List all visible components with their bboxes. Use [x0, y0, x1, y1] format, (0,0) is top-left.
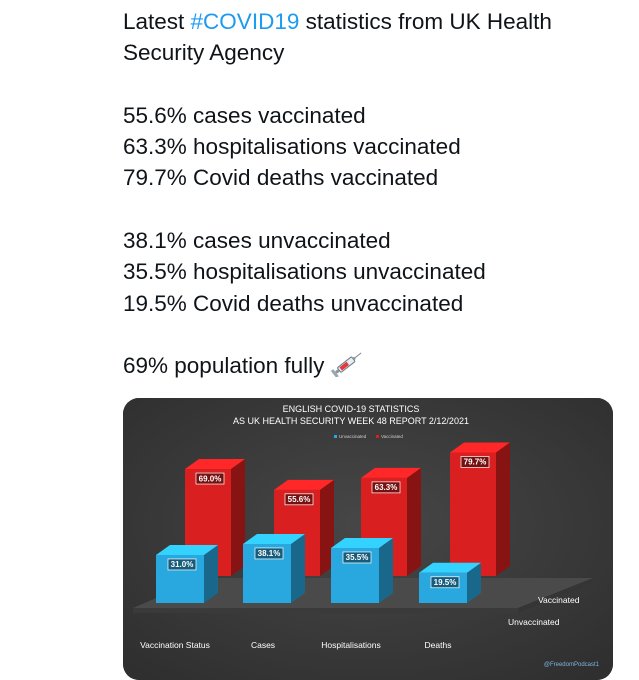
category-label-3: Deaths	[424, 640, 452, 650]
unvaccinated-bar-0	[156, 545, 218, 603]
watermark: @FreedomPodcast1	[543, 662, 599, 668]
vaccinated-bar-0-value: 69.0%	[198, 474, 222, 484]
vaccinated-bar-0-label	[196, 473, 224, 484]
unvaccinated-bar-1-value: 38.1%	[257, 549, 281, 559]
unvaccinated-bar-3	[419, 563, 481, 603]
stat-hospitalisations-unvaccinated: 35.5% hospitalisations unvaccinated	[123, 259, 486, 285]
tweet-line-1: Latest #COVID19 statistics from UK Health	[123, 9, 552, 34]
stat-cases-vaccinated: 55.6% cases vaccinated	[123, 102, 366, 128]
stat-population: 69% population fully	[123, 350, 623, 381]
hashtag-link[interactable]: #COVID19	[190, 9, 300, 34]
syringe-icon	[328, 351, 366, 377]
vaccinated-bar-2-label	[372, 482, 400, 493]
category-label-0: Vaccination Status	[140, 640, 210, 650]
unvaccinated-bar-3-label	[431, 577, 459, 588]
tweet-text	[123, 6, 623, 382]
chart-title: ENGLISH COVID-19 STATISTICS	[282, 404, 420, 414]
unvaccinated-bar-1	[243, 534, 305, 603]
unvaccinated-bar-0-value: 31.0%	[170, 560, 194, 570]
chart-subtitle: AS UK HEALTH SECURITY WEEK 48 REPORT 2/12/2021	[233, 416, 469, 426]
stat-cases-unvaccinated: 38.1% cases unvaccinated	[123, 228, 391, 254]
unvaccinated-bar-2	[331, 538, 393, 603]
unvaccinated-bar-2-value: 35.5%	[345, 553, 369, 563]
category-label-1: Cases	[250, 640, 276, 650]
vaccinated-bar-2-value: 63.3%	[374, 483, 398, 493]
vaccinated-bar-1-value: 55.6%	[287, 495, 311, 505]
vaccinated-bar-3	[450, 442, 510, 576]
stat-deaths-vaccinated: 79.7% Covid deaths vaccinated	[123, 165, 439, 191]
vaccinated-bar-3-value: 79.7%	[463, 457, 487, 467]
unvaccinated-bar-2-label	[343, 552, 371, 563]
unvaccinated-bar-1-label	[255, 548, 283, 559]
vaccinated-bar-3-label	[461, 456, 489, 467]
tweet-media-image[interactable]	[123, 398, 613, 680]
legend-unvaccinated: Unvaccinated	[339, 434, 367, 439]
stat-hospitalisations-vaccinated: 63.3% hospitalisations vaccinated	[123, 134, 461, 160]
tweet-line-2: Security Agency	[123, 40, 285, 66]
unvaccinated-bar-0-label	[168, 559, 196, 570]
covid-bar-chart	[123, 398, 613, 680]
unvaccinated-bar-3-value: 19.5%	[433, 577, 457, 587]
category-label-2: Hospitalisations	[321, 640, 381, 650]
depth-label-vaccinated: Vaccinated	[538, 595, 580, 605]
vaccinated-bar-1-label	[285, 494, 313, 505]
depth-label-unvaccinated: Unvaccinated	[508, 617, 560, 627]
legend-vaccinated: Vaccinated	[381, 434, 403, 439]
stat-deaths-unvaccinated: 19.5% Covid deaths unvaccinated	[123, 290, 464, 316]
